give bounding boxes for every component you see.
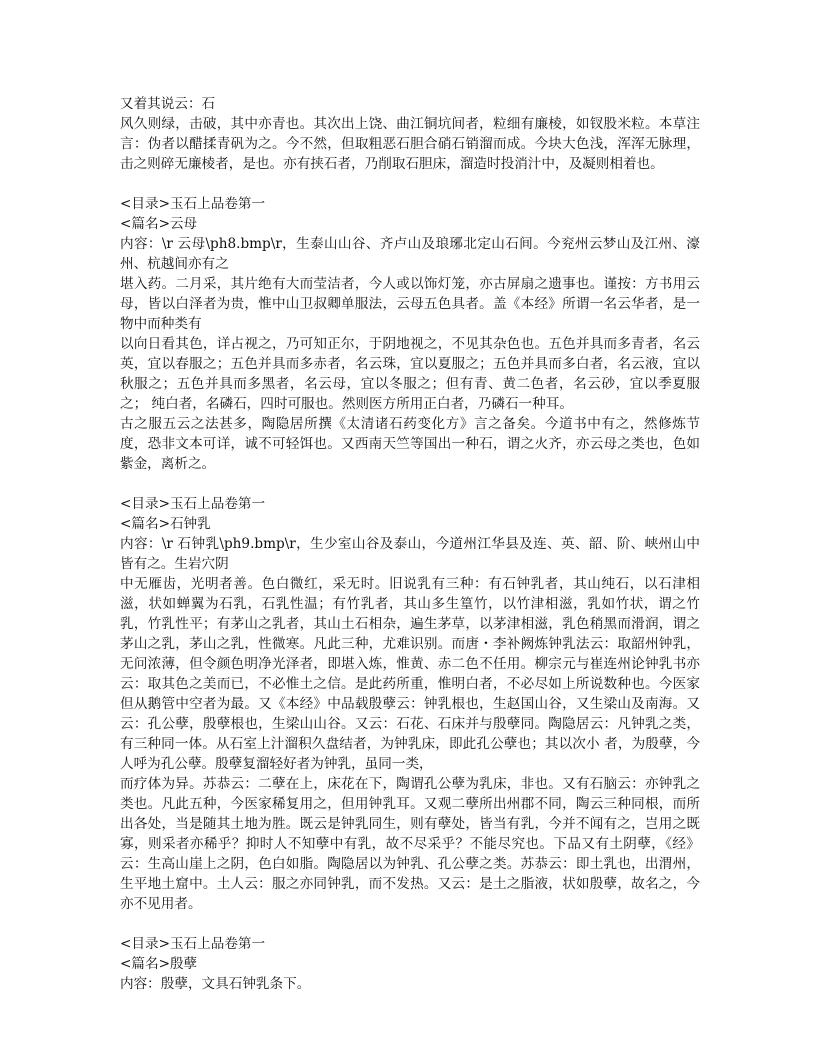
catalog-heading: <目录>玉石上品卷第一 [120,196,266,212]
text-line: 又着其说云：石 [120,96,216,112]
section-yinnie [120,934,700,994]
article-title: <篇名>殷孽 [120,956,198,972]
content-paragraph: 内容：殷孽，文具石钟乳条下。 [120,976,311,992]
section-shizhongru [120,494,700,914]
content-paragraph: 以向日看其色，详占视之，乃可知正尔，于阴地视之，不见其杂色也。五色并具而多青者，名云英，宜以春服之；五色并具而多赤者，名云珠，宜以夏服之；五色并具而多白者，名云液，宜以秋服之；五色并具而多黑者，名云母，宜以冬服之；但有青、黄二色者，名云砂，宜以季夏服之； 纯白者，名磷石，四时可服也。然则医方所用正白者，乃磷石一种耳。 [120,336,700,412]
content-paragraph: 而疗体为异。苏恭云：二孽在上，床花在下，陶谓孔公孽为乳床，非也。又有石脑云：亦钟乳之类也。凡此五种，今医家稀复用之，但用钟乳耳。又观二孽所出州郡不同，陶云三种同根，而所出各处，当是随其土地为胜。既云是钟乳同生，则有孽处，皆当有乳，今并不闻有之，岂用之既寡，则采者亦稀乎？抑时人不知孽中有乳，故不尽采乎？不能尽究也。下品又有土阴孽，《经》云：生高山崖上之阴，色白如脂。陶隐居以为钟乳、孔公孽之类。苏恭云：即土乳也，出渭州，生平地土窟中。土人云：服之亦同钟乳，而不发热。又云：是土之脂液，状如殷孽，故名之，今亦不见用者。 [120,776,700,912]
document-page [120,94,700,1014]
content-paragraph: 内容：\r 云母\ph8.bmp\r，生泰山山谷、齐卢山及琅琊北定山石间。今兖州云梦山及江州、濠州、杭越间亦有之 [120,236,700,272]
text-paragraph: 风久则绿，击破，其中亦青也。其次出上饶、曲江铜坑间者，粒细有廉棱，如钗股米粒。本草注言：伪者以醋揉青矾为之。今不然，但取粗恶石胆合硝石销溜而成。今块大色浅，浑浑无脉理，击之则碎无廉棱者，是也。亦有挟石者，乃削取石胆床，溜造时投消汁中，及凝则相着也。 [120,116,700,172]
article-title: <篇名>云母 [120,216,198,232]
article-title: <篇名>石钟乳 [120,516,211,532]
section-yunmu [120,194,700,474]
content-paragraph: 古之服五云之法甚多，陶隐居所撰《太清诸石药变化方》言之备矣。今道书中有之，然修炼节度，恐非文本可详，诚不可轻饵也。又西南天竺等国出一种石，谓之火齐，亦云母之类也，色如紫金，离析之。 [120,416,700,472]
catalog-heading: <目录>玉石上品卷第一 [120,496,266,512]
section-shitan-note [120,94,700,174]
content-paragraph: 堪入药。二月采，其片绝有大而莹洁者，今人或以饰灯笼，亦古屏扇之遗事也。谨按：方书用云母，皆以白泽者为贵，惟中山卫叔卿单服法，云母五色具者。盖《本经》所谓一名云华者，是一物中而种类有 [120,276,700,332]
catalog-heading: <目录>玉石上品卷第一 [120,936,266,952]
content-paragraph: 内容：\r 石钟乳\ph9.bmp\r，生少室山谷及泰山，今道州江华县及连、英、韶、阶、峡州山中皆有之。生岩穴阴 [120,536,700,572]
content-paragraph: 中无雁齿，光明者善。色白微红，采无时。旧说乳有三种：有石钟乳者，其山纯石，以石津相滋，状如蝉翼为石乳，石乳性温；有竹乳者，其山多生篁竹，以竹津相滋，乳如竹状，谓之竹乳，竹乳性平；有茅山之乳者，其山土石相杂，遍生茅草，以茅津相滋，乳色稍黑而滑润，谓之茅山之乳，茅山之乳，性微寒。凡此三种，尤难识别。而唐・李补阙炼钟乳法云：取韶州钟乳，无问浓薄，但令颜色明净光泽者，即堪入炼，惟黄、赤二色不任用。柳宗元与崔连州论钟乳书亦云：取其色之美而已，不必惟土之信。是此药所重，惟明白者，不必尽如上所说数种也。今医家但从鹅管中空者为最。又《本经》中品载殷孽云：钟乳根也，生赵国山谷，又生梁山及南海。又云：孔公孽，殷孽根也，生梁山山谷。又云：石花、石床并与殷孽同。陶隐居云：凡钟乳之类，有三种同一体。从石室上汁溜积久盘结者，为钟乳床，即此孔公孽也；其以次小 者，为殷孽，今人呼为孔公孽。殷孽复溜轻好者为钟乳，虽同一类， [120,576,700,772]
